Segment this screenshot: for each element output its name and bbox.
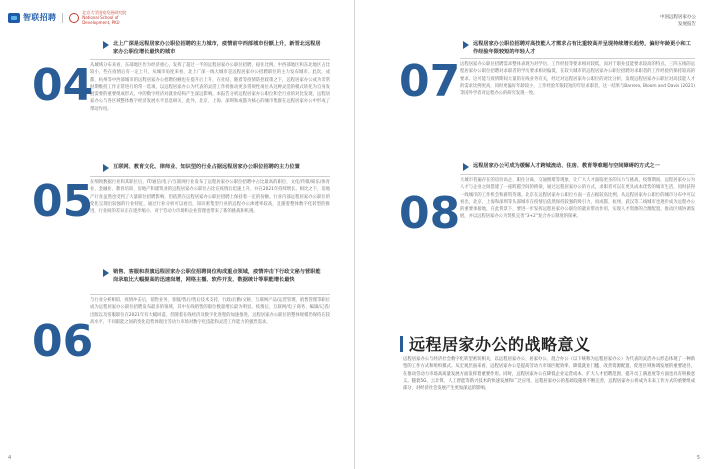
section-title: 远程居家办公可成为缓解人才跨城流动、住房、教育等难题与空间障碍的方式之一 (473, 163, 660, 169)
section-body: 与行业分析相似，疫情冲击后，销售业务、客服/售后/售后技术支持，行政/后勤/文秘、互联网产品/运营管理、销售管理等职位成为远程居家办公职位招聘发布最多的领域，其中在线销售的职位数量增长最为明显。疫情后，互联网/电子商务、编辑/记者/出版以及客服职位在2021年有大幅回落，但随着在线经济及数字化进程的加速推进，远程居家办公职位的整体规模仍保持在较高水平，不同职能之间的变化趋势体现出劳动力市场对数字化技能和灵活工作能力的强烈需求。 (90, 298, 330, 325)
section-body: 远程居家办公职位招聘需求整体表现为对学历、工作经验等要求相对较低，而对于职业技能要求较高的特点。三四五线的远程居家办公职位招聘对求职者的学历要求相对偏低，在较大城市的远程居家办公职位招聘对求职者的工作经验仍保持较高的要求。这可能与疫情期间大量的在线业务有关，经过对远程居家办公职位的对比分析，发现远程居家办公职位对高技能人才的需求比例更高，同时更偏好年龄较小、工作经验年限较短的年轻求职者，这一结果与Barrero, Bloom and Davis (2021)等国外学者对远程办公的研究发现一致。 (460, 62, 695, 97)
section-title: 远程居家办公职位招聘对高技能人才需求占有比重较高并呈现持续增长趋势，偏好年龄更小和工作经验年限较短的年轻人才 (473, 41, 691, 55)
section-number: 07 (399, 56, 461, 107)
section-body: 大城市普遍存在的房价高企、职住分离、交通拥堵等现象，让广大人才面临更多的压力与挑战，疫情期间，远程居家办公为人才与企业之间搭建了一座跨越空间的桥梁，通过远程居家办公的方式，求职者可以在更具成本优势的城市生活，同时获得一线城市的工作机会和薪资待遇。北京在远程居家办公职位方面一直占据较高比例，从远程居家办公职位的城市分布中可以看出，北京、上海和深圳等头部城市在疫情后依然保持较强的吸引力，而成都、杭州、武汉等二线城市也逐步成为远程办公的重要承接地，在此背景下，要进一步发挥远程居家办公职位的就业带动作用，实现人才资源的合理配置，推动区域协调发展，并以远程居家办公为契机完善“3+2”复合办公制度的探索。 (460, 178, 695, 220)
section-title-row (103, 268, 325, 284)
brand-name: 智联招聘 (23, 13, 57, 22)
section-divider (460, 58, 695, 59)
header-logo (8, 10, 142, 25)
arrow-icon (463, 163, 469, 171)
logo-separator (62, 13, 63, 23)
section-title: 销售、客服和表演远程居家办公职位招聘岗位构成重点领域，疫情冲击下行政文秘与营职能岗录取比大幅提高的迅速岗增，网络主播、软件开发、数据统计等职能增长最快 (113, 269, 321, 283)
right-page (355, 0, 710, 469)
zhaopin-logo-icon (8, 13, 20, 23)
report-header-line1: 中国远程居家办公 (660, 15, 696, 20)
section-divider (90, 176, 330, 177)
main-title-block (400, 332, 591, 355)
section-divider (460, 174, 695, 175)
section-body: 从城域分布来看，东部地区作为经济重心，发挥了超过一半的远程居家办公职位招聘，稳住比例。中西部地区和东北地区占比较小，些在疫情后有一定上升，从城市角度来看，北上广深一线大城市是远程居家办公招聘职位的主力发布城市。此次，成都、杭州等中西部城市的远程居家办公招聘份额也在提升后上升，在社结，随着等疫情防控政策之下，远程居家办公成为非常时期维持工作正常进行的常一选项，以远程居家办公为代表的灵活工作将推动更多常规性岗位从这种灵活的模式转化为自身发展需要的重要组成形式，中的数字经济对就业结构产生深远影响。本报告分析远程居家办公职位和全行业的对比发现，远程居家办公与各区域整体数字经济发展水平息息相关，此外，北京、上海、深圳和成都为核心的城市集群在远程居家办公中形成了带动作用。 (90, 63, 330, 112)
section-body: 在细致数据行业和其职位后，IT/通信/电子/互联网行业发布了远程居家办公职位招聘中占比最高的职位，文化/传媒/娱乐/体育业、金融业、教育培训、房地产和建筑业的远程居家办公职位占比在疫情后迅速上升，并在2021年持续增长。相比之下，房地产行业虽然也受到了大量职位招聘影响，但依然在远程居家办公职位招聘上保持着一定的份额。行业内部远程居家办公职位的变化呈现出较强的行业特征，通过行业分析可以看出，知识密集型行业的远程办公渗透率较高，且随着整体数字化转型的推进，行业间的差异正在逐步缩小，对于劳动力市场和企业管理也带来了新的挑战和机遇。 (90, 180, 330, 215)
section-divider (90, 59, 330, 60)
pku-seal-icon (69, 13, 79, 23)
arrow-icon (463, 41, 469, 49)
section-title-row (103, 40, 325, 56)
page-number: 5 (696, 455, 700, 461)
title-accent-bar (400, 336, 403, 352)
page-number: 4 (8, 455, 12, 461)
section-title-row (103, 163, 325, 172)
section-title-row (463, 162, 693, 171)
arrow-icon (103, 269, 109, 277)
section-number: 06 (32, 316, 94, 367)
section-title-row (463, 40, 693, 56)
section-number: 04 (32, 60, 94, 111)
section-divider (90, 294, 330, 295)
report-header-line2: 发展报告 (678, 22, 696, 27)
conclusion-paragraph: 远程居家办公与经济社会数字化转型密切相关，以远程居家办公、居家办公、混合办公（以下统称为远程居家办公）为代表的灵活办公形态体现了一种新型的工作方式和组织模式。从宏观层面来看，远程居家办公是提高劳动力市场匹配效率、降低就业门槛、改善资源配置、促进区域协调发展的重要途径，在推动劳动力市场高质量发展方面发挥着重要作用。同时，远程居家办公在降低企业运营成本、扩大人才招聘范围、提升员工满意度等方面也具有积极意义。随着5G、云计算、人工智能等新兴技术的快速发展和广泛应用，远程居家办公的基础设施将不断完善，远程居家办公将成为未来工作方式的重要组成部分，对经济社会发展产生更加深远的影响。 (403, 357, 695, 392)
main-title: 远程居家办公的战略意义 (409, 335, 591, 354)
arrow-icon (103, 41, 109, 49)
arrow-icon (103, 164, 109, 172)
report-header (660, 14, 696, 28)
section-number: 05 (32, 176, 94, 227)
institute-name: 北京大学国家发展研究院 National School of Development, PKU (82, 10, 127, 25)
section-title: 互联网、教育文化、律师业、知识型的行业占据远程居家办公职位招聘的主力位置 (113, 164, 300, 170)
section-number: 08 (399, 188, 461, 239)
section-title: 北上广深是远程居家办公职位招聘的主力城市，疫情前中西部城市份额上升，新晋北远程居家办公职位增长最快的城市 (113, 41, 321, 55)
